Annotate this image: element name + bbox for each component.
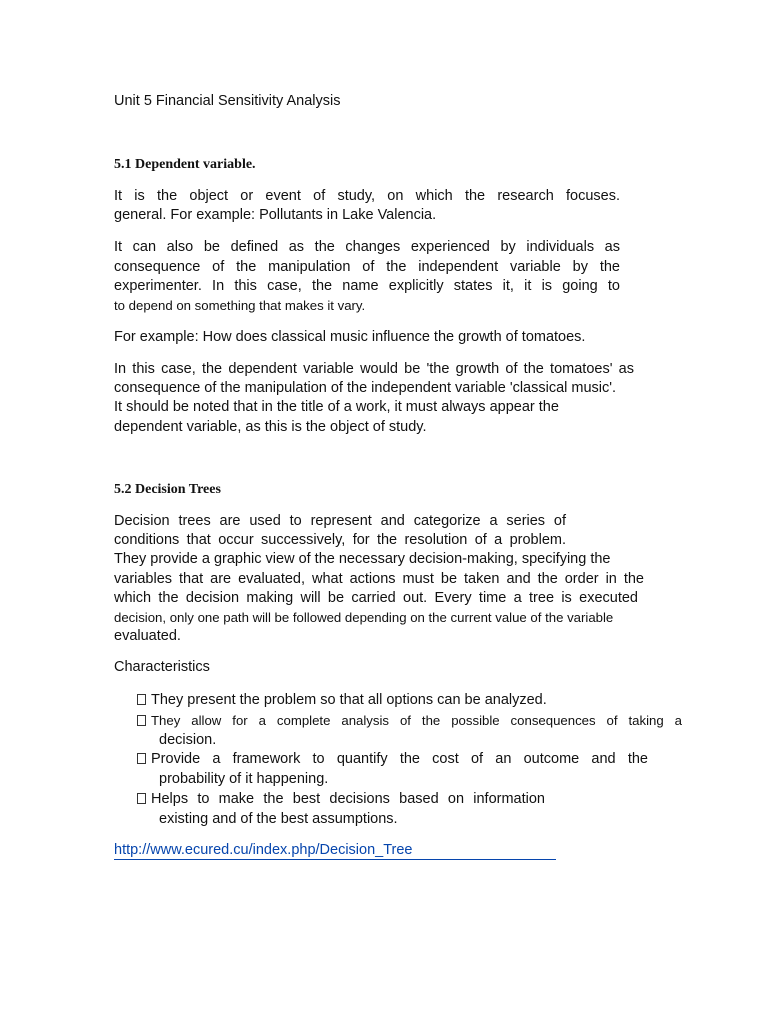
- list-item: [137, 790, 545, 810]
- text-line: It is the object or event of study, on which the research focuses.: [114, 188, 620, 204]
- text-line: evaluated.: [114, 628, 181, 644]
- list-item: [137, 750, 648, 770]
- list-item: [137, 691, 547, 711]
- section-heading-dependent-variable: 5.1 Dependent variable.: [114, 157, 256, 172]
- paragraph-example: For example: How does classical music influence the growth of tomatoes.: [114, 329, 586, 345]
- text-line: which the decision making will be carried out. Every time a tree is executed: [114, 590, 638, 606]
- text-line: dependent variable, as this is the object of study.: [114, 419, 427, 435]
- bullet-icon: [137, 694, 146, 705]
- characteristics-label: Characteristics: [114, 659, 210, 675]
- text-line: consequence of the manipulation of the independent variable by the: [114, 259, 620, 275]
- reference-link[interactable]: http://www.ecured.cu/index.php/Decision_Tree: [114, 842, 556, 860]
- text-line: They provide a graphic view of the necessary decision-making, specifying the: [114, 551, 611, 567]
- text-line: In this case, the dependent variable would be 'the growth of the tomatoes' as: [114, 361, 634, 377]
- text-line: It can also be defined as the changes experienced by individuals as: [114, 239, 620, 255]
- list-item-continuation: probability of it happening.: [159, 771, 329, 787]
- text-line: general. For example: Pollutants in Lake Valencia.: [114, 207, 437, 223]
- list-item-continuation: existing and of the best assumptions.: [159, 811, 398, 827]
- list-item-continuation: decision.: [159, 732, 217, 748]
- bullet-icon: [137, 753, 146, 764]
- list-item-text: Helps to make the best decisions based on information: [151, 791, 545, 807]
- list-item-text: Provide a framework to quantify the cost of an outcome and the: [151, 751, 648, 767]
- bullet-icon: [137, 715, 146, 726]
- list-item-text: They present the problem so that all options can be analyzed.: [151, 692, 547, 708]
- text-line: to depend on something that makes it vary.: [114, 298, 366, 313]
- text-line: variables that are evaluated, what actions must be taken and the order in the: [114, 571, 644, 587]
- text-line: It should be noted that in the title of a work, it must always appear the: [114, 399, 559, 415]
- text-line: consequence of the manipulation of the independent variable 'classical music'.: [114, 380, 617, 396]
- text-line: decision, only one path will be followed depending on the current value of the variable: [114, 610, 614, 625]
- section-heading-decision-trees: 5.2 Decision Trees: [114, 482, 221, 497]
- list-item: [137, 711, 682, 731]
- text-line: experimenter. In this case, the name explicitly states it, it is going to: [114, 278, 620, 294]
- document-title: Unit 5 Financial Sensitivity Analysis: [114, 93, 341, 109]
- list-item-text: They allow for a complete analysis of the possible consequences of taking a: [151, 713, 682, 728]
- text-line: conditions that occur successively, for the resolution of a problem.: [114, 532, 566, 548]
- bullet-icon: [137, 793, 146, 804]
- text-line: Decision trees are used to represent and categorize a series of: [114, 513, 566, 529]
